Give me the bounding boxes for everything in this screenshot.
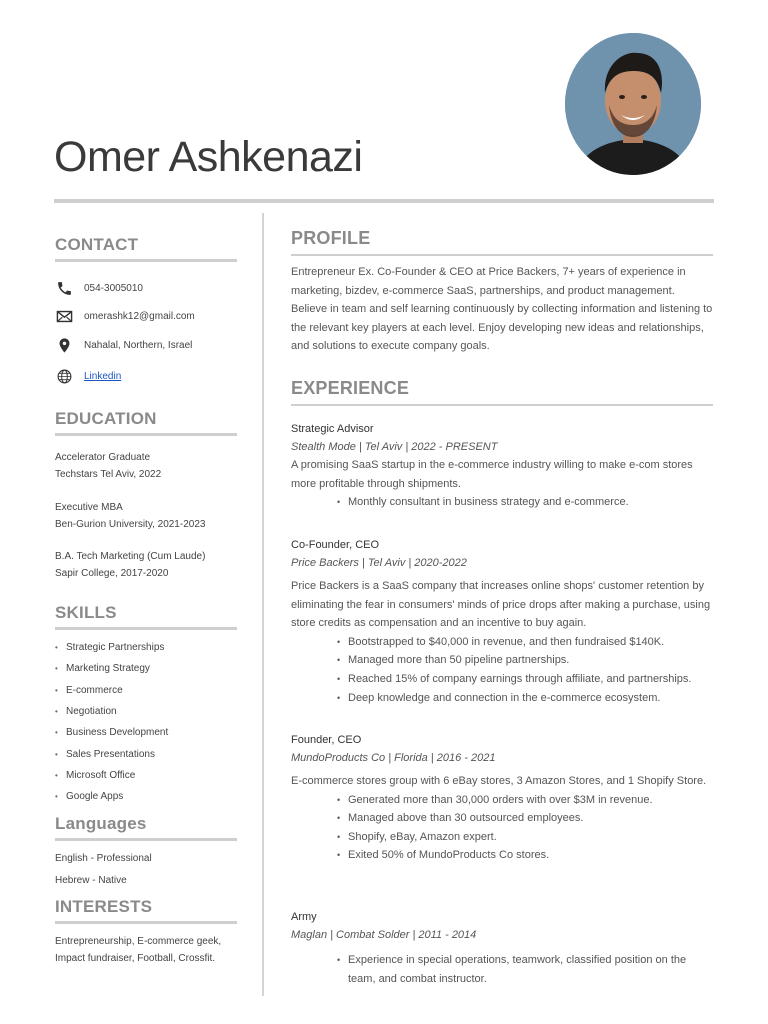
job-description: A promising SaaS startup in the e-commerce industry willing to make e-com stores more profitable through shipments.: [291, 459, 693, 490]
job-meta: MundoProducts Co | Florida | 2016 - 2021: [291, 752, 496, 764]
contact-rule: [55, 259, 237, 262]
job-entry: [291, 734, 713, 865]
skill-item: • Business Development: [55, 727, 168, 738]
job-bullet: • Deep knowledge and connection in the e-commerce ecosystem.: [291, 689, 713, 708]
job-entry: [291, 423, 713, 512]
skills-heading: SKILLS: [55, 603, 117, 622]
linkedin-link[interactable]: Linkedin: [84, 370, 122, 382]
profile-heading: PROFILE: [291, 228, 371, 248]
education-rule: [55, 433, 237, 436]
skill-item: • Sales Presentations: [55, 749, 155, 760]
job-bullets: [291, 493, 713, 512]
education-heading: EDUCATION: [55, 409, 157, 428]
job-bullet: • Exited 50% of MundoProducts Co stores.: [291, 846, 713, 865]
job-bullet: • Reached 15% of company earnings through affiliate, and partnerships.: [291, 670, 713, 689]
job-entry: [291, 539, 713, 707]
job-title: Founder, CEO: [291, 734, 362, 746]
education-item: [55, 449, 237, 483]
interests-text: Entrepreneurship, E-commerce geek, Impact fundraiser, Football, Crossfit.: [55, 936, 222, 964]
email-address[interactable]: omerashk12@gmail.com: [84, 310, 195, 322]
interests-section: [55, 897, 237, 924]
experience-section: [291, 378, 713, 406]
skill-item: • Marketing Strategy: [55, 663, 150, 674]
location-pin-icon: [55, 336, 73, 354]
education-school: Techstars Tel Aviv, 2022: [55, 469, 162, 480]
education-degree: B.A. Tech Marketing (Cum Laude): [55, 551, 206, 562]
job-bullet: • Shopify, eBay, Amazon expert.: [291, 828, 713, 847]
globe-icon: [55, 367, 73, 385]
skill-item: • Negotiation: [55, 706, 117, 717]
language-item: Hebrew - Native: [55, 875, 127, 886]
profile-summary: Entrepreneur Ex. Co-Founder & CEO at Price Backers, 7+ years of experience in marketing, bizdev, e-commerce SaaS, partnerships, and product management. Believe in team and self learning continuously by collecting information and listening to the relevant key players at each level. Enjoy developing new ideas and relationships, and solutions to execute company goals.: [291, 266, 713, 353]
education-section: [55, 409, 237, 436]
job-bullets: [291, 791, 713, 865]
job-bullets: [291, 633, 713, 707]
education-degree: Accelerator Graduate: [55, 452, 151, 463]
job-bullet: • Experience in special operations, teamwork, classified position on the team, and combat instructor.: [291, 951, 713, 988]
job-bullet: • Managed more than 50 pipeline partnerships.: [291, 651, 713, 670]
location-text: Nahalal, Northern, Israel: [84, 339, 193, 351]
envelope-icon: [55, 307, 73, 325]
languages-section: [55, 814, 237, 841]
job-meta: Price Backers | Tel Aviv | 2020-2022: [291, 557, 467, 569]
phone-number: 054-3005010: [84, 282, 143, 294]
profile-section: [291, 228, 713, 256]
skill-item: • Microsoft Office: [55, 770, 135, 781]
language-item: English - Professional: [55, 853, 152, 864]
experience-rule: [291, 404, 713, 406]
phone-icon: [55, 279, 73, 297]
contact-email: [55, 307, 195, 325]
contact-linkedin: [55, 367, 122, 385]
job-title: Army: [291, 911, 317, 923]
contact-location: [55, 336, 193, 354]
contact-section: [55, 235, 237, 262]
skills-rule: [55, 627, 237, 630]
job-bullet: • Monthly consultant in business strategy and e-commerce.: [291, 493, 713, 512]
education-school: Ben-Gurion University, 2021-2023: [55, 519, 206, 530]
job-bullet: • Generated more than 30,000 orders with over $3M in revenue.: [291, 791, 713, 810]
job-description: Price Backers is a SaaS company that increases online shops' customer retention by eliminating the fear in consumers' minds of price drops after making a purchase, using store credits as compensation and an incentive to buy again.: [291, 580, 711, 630]
languages-rule: [55, 838, 237, 841]
interests-heading: INTERESTS: [55, 897, 153, 916]
job-description: E-commerce stores group with 6 eBay stores, 3 Amazon Stores, and 1 Shopify Store.: [291, 775, 707, 787]
job-bullets: [291, 951, 713, 988]
job-title: Strategic Advisor: [291, 423, 374, 435]
profile-rule: [291, 254, 713, 256]
header-divider: [54, 199, 714, 203]
job-meta: Stealth Mode | Tel Aviv | 2022 - PRESENT: [291, 441, 498, 453]
skill-item: • Google Apps: [55, 791, 123, 802]
education-item: [55, 548, 237, 582]
skill-item: • E-commerce: [55, 685, 123, 696]
job-entry: [291, 911, 713, 988]
languages-heading: Languages: [55, 814, 147, 833]
contact-phone: [55, 279, 143, 297]
job-bullet: • Managed above than 30 outsourced employees.: [291, 809, 713, 828]
job-title: Co-Founder, CEO: [291, 539, 380, 551]
profile-photo: [565, 33, 701, 175]
contact-heading: CONTACT: [55, 235, 139, 254]
skills-section: [55, 603, 237, 630]
experience-heading: EXPERIENCE: [291, 378, 410, 398]
job-meta: Maglan | Combat Solder | 2011 - 2014: [291, 929, 477, 941]
interests-rule: [55, 921, 237, 924]
candidate-name: Omer Ashkenazi: [54, 133, 363, 181]
education-degree: Executive MBA: [55, 502, 123, 513]
column-divider: [262, 213, 264, 996]
education-item: [55, 499, 237, 533]
education-school: Sapir College, 2017-2020: [55, 568, 169, 579]
portrait-image: [565, 33, 701, 175]
job-bullet: • Bootstrapped to $40,000 in revenue, and then fundraised $140K.: [291, 633, 713, 652]
skill-item: • Strategic Partnerships: [55, 642, 164, 653]
